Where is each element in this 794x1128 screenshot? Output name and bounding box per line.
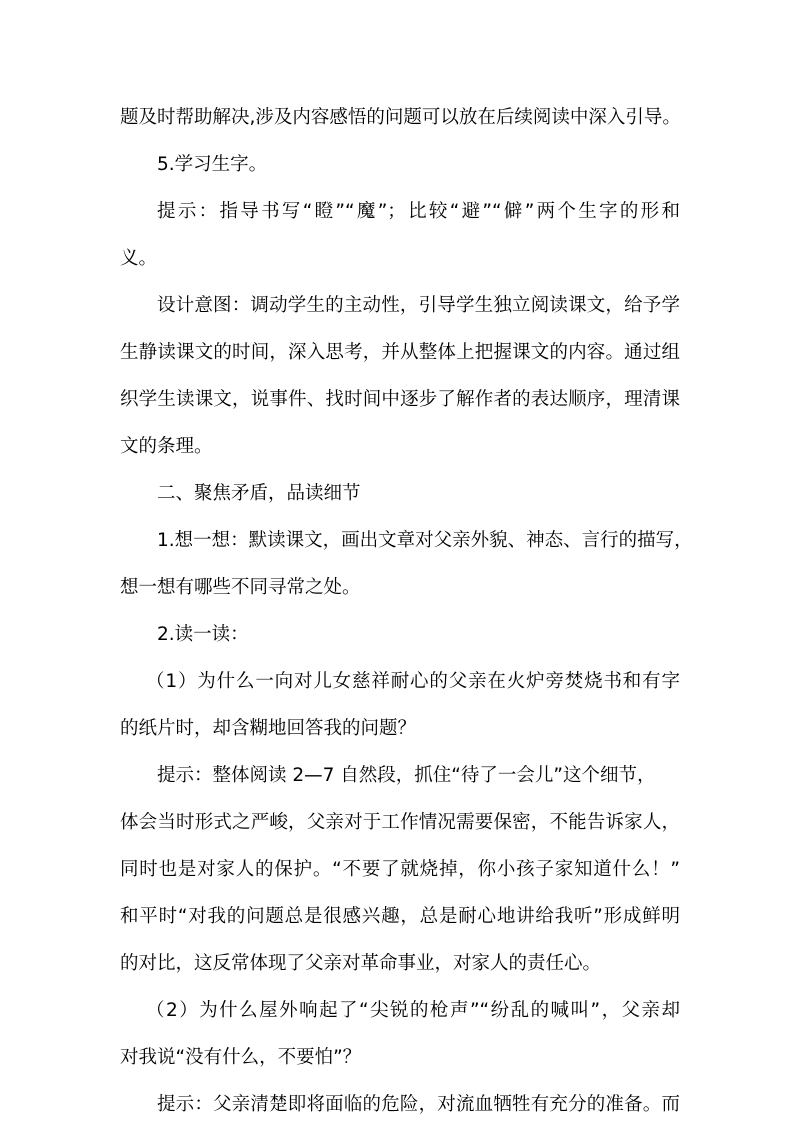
paragraph-line: 提示：指导书写“瞪”“魔”；比较“避”“僻”两个生字的形和 (157, 201, 680, 222)
paragraph-line: 对我说“没有什么，不要怕”？ (120, 1047, 362, 1068)
paragraph-line: 和平时“对我的问题总是很感兴趣，总是耐心地讲给我听”形成鲜明 (120, 906, 680, 927)
paragraph-line: 义。 (120, 248, 158, 269)
paragraph-line: 题及时帮助解决,涉及内容感悟的问题可以放在后续阅读中深入引导。 (120, 107, 681, 128)
paragraph-line: 的对比，这反常体现了父亲对革命事业，对家人的责任心。 (120, 953, 602, 974)
paragraph-line: 体会当时形式之严峻，父亲对于工作情况需要保密，不能告诉家人， (120, 812, 680, 833)
paragraph-line: 想一想有哪些不同寻常之处。 (120, 577, 361, 598)
section-heading: 二、聚焦矛盾，品读细节 (157, 483, 361, 504)
paragraph-line: 同时也是对家人的保护。“不要了就烧掉，你小孩子家知道什么！” (120, 859, 680, 880)
paragraph-line: 生静读课文的时间，深入思考，并从整体上把握课文的内容。通过组 (120, 342, 680, 363)
paragraph-line: 文的条理。 (120, 436, 213, 457)
paragraph-line: 的纸片时，却含糊地回答我的问题？ (120, 718, 417, 739)
paragraph-line: （2）为什么屋外响起了“尖锐的枪声”“纷乱的喊叫”，父亲却 (146, 1000, 680, 1021)
paragraph-line: （1）为什么一向对儿女慈祥耐心的父亲在火炉旁焚烧书和有字 (146, 671, 680, 692)
paragraph-line: 1.想一想：默读课文，画出文章对父亲外貌、神态、言行的描写， (157, 530, 693, 551)
paragraph-line: 5.学习生字。 (157, 154, 268, 175)
paragraph-line: 提示：父亲清楚即将面临的危险，对流血牺牲有充分的准备。而 (157, 1094, 680, 1115)
paragraph-line: 设计意图：调动学生的主动性，引导学生独立阅读课文，给予学 (157, 295, 680, 316)
paragraph-line: 织学生读课文，说事件、找时间中逐步了解作者的表达顺序，理清课 (120, 389, 680, 410)
document-body (120, 94, 693, 1128)
paragraph-line: 2.读一读： (157, 624, 249, 645)
paragraph-line: 提示：整体阅读 2—7 自然段，抓住“待了一会儿”这个细节， (157, 765, 656, 786)
